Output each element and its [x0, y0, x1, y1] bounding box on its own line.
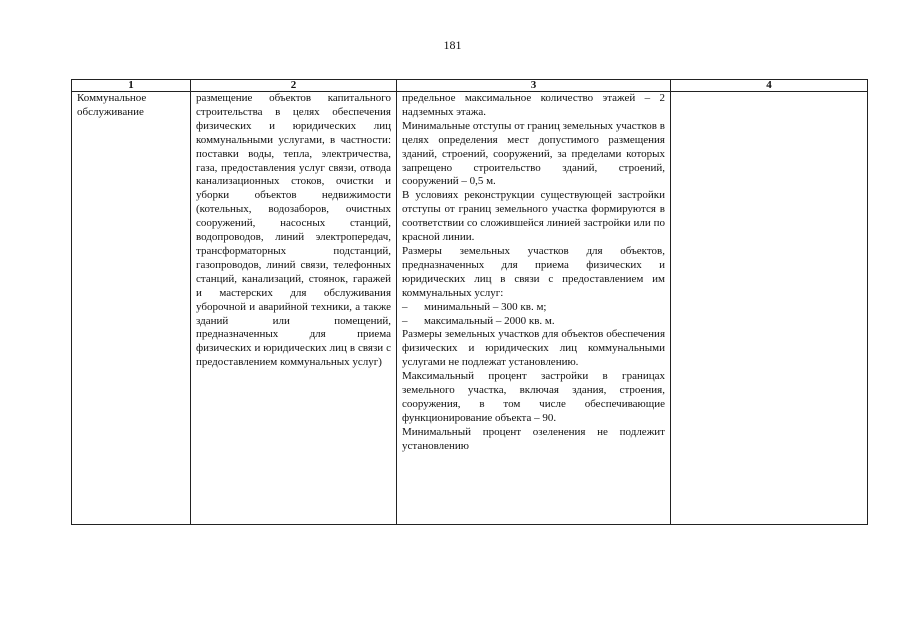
column-header-3: 3 [397, 80, 671, 92]
page-number: 181 [443, 38, 462, 52]
list-item-max-size: максимальный – 2000 кв. м. [424, 314, 555, 327]
use-type-name: Коммунальное обслуживание [77, 92, 147, 118]
parameter-plot-sizes: Размеры земельных участков для объектов, предназначенных для приема физических и юридических лиц в связи с предоставлением им коммунальных услуг: [402, 244, 665, 299]
list-item [402, 301, 665, 315]
list-item-min-size: минимальный – 300 кв. м; [424, 300, 547, 313]
parameter-setbacks: Минимальные отступы от границ земельных участков в целях определения мест допустимого размещения зданий, строений, сооружений, за пределами которых запрещено строительство зданий, строений, сооружений – 0,5 м. [402, 119, 665, 188]
column-header-4: 4 [671, 80, 868, 92]
parameter-floors: предельное максимальное количество этажей – 2 надземных этажа. [402, 92, 665, 118]
table-header-row [72, 80, 868, 92]
dash-marker: – [402, 314, 408, 327]
use-description-cell [191, 92, 397, 525]
regulations-table [71, 79, 868, 525]
dash-marker: – [402, 300, 408, 313]
parameter-reconstruction: В условиях реконструкции существующей застройки отступы от границ земельного участка формируются в соответствии со сложившейся линией застройки или по красной линии. [402, 189, 665, 244]
table-row [72, 92, 868, 525]
notes-cell [671, 92, 868, 525]
parameter-plot-sizes-note: Размеры земельных участков для объектов обеспечения физических и юридических лиц коммунальными услугами не подлежат установлению. [402, 328, 665, 369]
column-header-2: 2 [191, 80, 397, 92]
parameter-min-greening: Минимальный процент озеленения не подлежит установлению [402, 425, 665, 452]
column-header-1: 1 [72, 80, 191, 92]
list-item [402, 315, 665, 329]
parameters-cell [397, 92, 671, 525]
parameter-max-coverage: Максимальный процент застройки в границах земельного участка, включая здания, строения, сооружения, в том числе обеспечивающие функционирование объекта – 90. [402, 370, 665, 424]
use-type-cell [72, 92, 191, 525]
use-description-text: размещение объектов капитального строительства в целях обеспечения физических и юридических лиц коммунальными услугами, в частности: поставки воды, тепла, электричества, газа, предоставления услуг связи, отвода канализационных стоков, очистки и уборки объектов недвижимости (котельных, водозаборов, очистных сооружений, насосных станций, водопроводов, линий электропередач, трансформаторных подстанций, газопроводов, линий связи, телефонных станций, канализаций, стоянок, гаражей и мастерских для обслуживания уборочной и аварийной техники, а также зданий или помещений, предназначенных для приема физических и юридических лиц в связи с предоставлением коммунальных услуг) [196, 92, 391, 369]
